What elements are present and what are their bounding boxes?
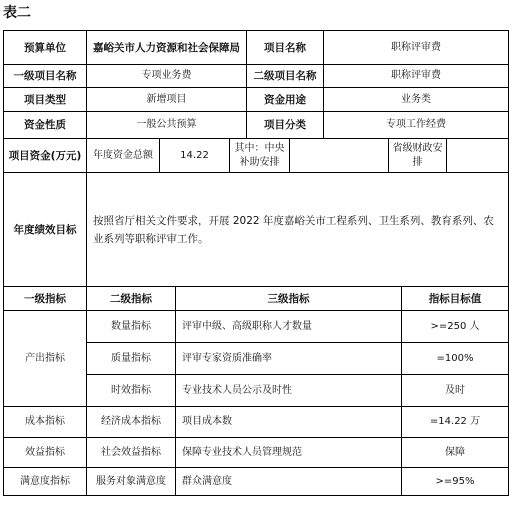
fund-nature-value: 一般公共预算 <box>87 112 247 139</box>
header-level3: 三级指标 <box>176 287 402 311</box>
central-subsidy-label: 其中：中央补助安排 <box>230 139 290 173</box>
benefit-indicator-detail: 保障专业技术人员管理规范 <box>176 438 402 468</box>
fund-use-label: 资金用途 <box>247 88 324 112</box>
budget-unit-label: 预算单位 <box>4 31 87 65</box>
satisfaction-indicator-target: >=95% <box>435 475 475 487</box>
project-category-value: 专项工作经费 <box>324 112 508 139</box>
quality-indicator-detail: 评审专家资质准确率 <box>176 343 402 375</box>
page-title: 表二 <box>3 5 31 21</box>
quantity-indicator-detail: 评审中级、高级职称人才数量 <box>176 311 402 343</box>
annual-total-label: 年度资金总额 <box>87 139 160 173</box>
header-level1: 一级指标 <box>4 287 87 311</box>
budget-unit-value: 嘉峪关市人力资源和社会保障局 <box>87 31 247 65</box>
fund-use-value: 业务类 <box>324 88 508 112</box>
quality-indicator-target: =100% <box>402 343 508 375</box>
output-indicator-label: 产出指标 <box>4 311 87 407</box>
level2-name-label: 二级项目名称 <box>247 65 324 88</box>
cost-indicator-detail: 项目成本数 <box>176 407 402 438</box>
service-satisfaction-indicator: 服务对象满意度 <box>87 468 176 495</box>
cost-indicator-label: 成本指标 <box>4 407 87 438</box>
annual-goal-text: 按照省厅相关文件要求，开展 2022 年度嘉峪关市工程系列、卫生系列、教育系列、农业系列等职称评审工作。 <box>87 173 508 287</box>
benefit-indicator-target: 保障 <box>402 438 508 468</box>
header-target: 指标目标值 <box>402 287 508 311</box>
provincial-label: 省级财政安排 <box>389 139 447 173</box>
project-name-label: 项目名称 <box>247 31 324 65</box>
project-category-label: 项目分类 <box>247 112 324 139</box>
timeliness-indicator-target: 及时 <box>402 375 508 407</box>
annual-total-value: 14.22 <box>160 139 230 173</box>
provincial-value <box>447 139 508 173</box>
fund-nature-label: 资金性质 <box>4 112 87 139</box>
project-type-label: 项目类型 <box>4 88 87 112</box>
central-subsidy-value <box>290 139 389 173</box>
quantity-indicator: 数量指标 <box>87 311 176 343</box>
benefit-indicator-label: 效益指标 <box>4 438 87 468</box>
level1-name-value: 专项业务费 <box>87 65 247 88</box>
cost-indicator-target: =14.22 万 <box>402 407 508 438</box>
social-benefit-indicator: 社会效益指标 <box>87 438 176 468</box>
header-level2: 二级指标 <box>87 287 176 311</box>
project-fund-label: 项目资金(万元) <box>4 139 87 173</box>
timeliness-indicator-detail: 专业技术人员公示及时性 <box>176 375 402 407</box>
quantity-indicator-target: >=250 人 <box>402 311 508 343</box>
project-type-value: 新增项目 <box>87 88 247 112</box>
satisfaction-indicator-label: 满意度指标 <box>4 468 87 495</box>
project-name-value: 职称评审费 <box>324 31 508 65</box>
performance-table <box>3 30 509 496</box>
economic-cost-indicator: 经济成本指标 <box>87 407 176 438</box>
level2-name-value: 职称评审费 <box>324 65 508 88</box>
level1-name-label: 一级项目名称 <box>4 65 87 88</box>
satisfaction-indicator-detail: 群众满意度 <box>176 468 402 495</box>
annual-goal-label: 年度绩效目标 <box>4 173 87 287</box>
quality-indicator: 质量指标 <box>87 343 176 375</box>
timeliness-indicator: 时效指标 <box>87 375 176 407</box>
